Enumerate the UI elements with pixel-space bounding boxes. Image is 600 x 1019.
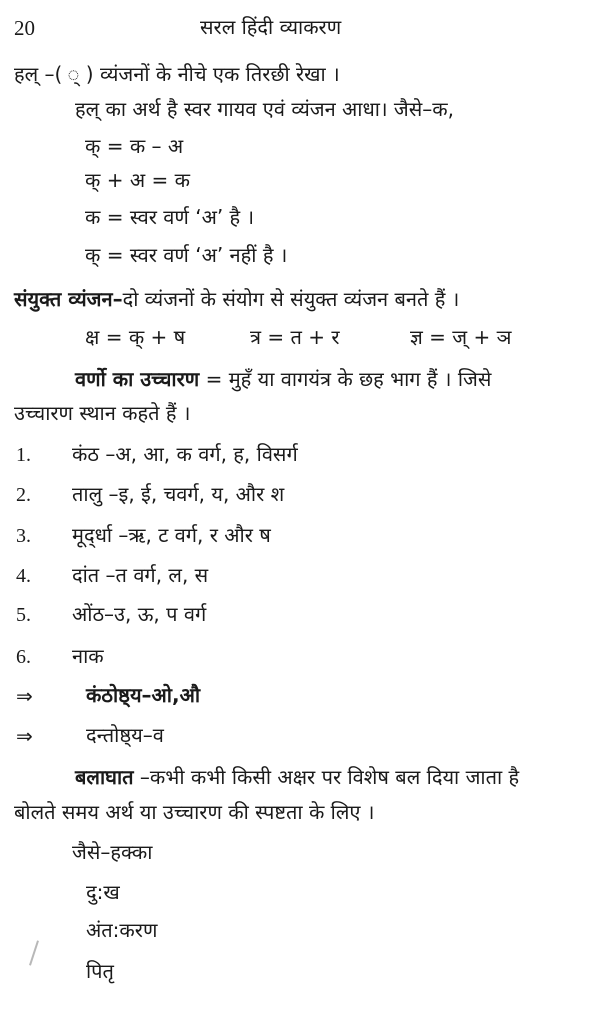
list-item-text: नाक bbox=[72, 644, 104, 668]
list-item-text: कंठ –अ, आ, क वर्ग, ह, विसर्ग bbox=[72, 442, 298, 466]
hal-equation-1: क् = क – अ bbox=[85, 134, 184, 158]
uchcharan-line-2: उच्चारण स्थान कहते हैं । bbox=[14, 401, 191, 425]
hal-equation-3: क = स्वर वर्ण ‘अ’ है । bbox=[85, 205, 255, 229]
list-item-text: दांत –त वर्ग, ल, स bbox=[72, 563, 209, 587]
uchcharan-term: वर्णो का उच्चारण bbox=[75, 367, 200, 391]
baladhat-example-2: दु:ख bbox=[86, 880, 120, 904]
baladhat-line-1 bbox=[75, 763, 519, 791]
arrow-icon: ⇒ bbox=[16, 684, 33, 708]
baladhat-line-2: बोलते समय अर्थ या उच्चारण की स्पष्टता के लिए । bbox=[14, 800, 375, 824]
samyukt-example-1: क्ष = क् + ष bbox=[85, 325, 186, 349]
samyukt-term: संयुक्त व्यंजन– bbox=[14, 287, 123, 311]
baladhat-text: –कभी कभी किसी अक्षर पर विशेष बल दिया जाता है bbox=[133, 765, 520, 789]
list-item-text: मूद्‌र्धा –ऋ, ट वर्ग, र और ष bbox=[72, 523, 271, 547]
page-number: 20 bbox=[14, 16, 35, 40]
baladhat-example-3: अंत:करण bbox=[86, 918, 158, 942]
samyukt-text: दो व्यंजनों के संयोग से संयुक्त व्यंजन बनते हैं । bbox=[122, 287, 460, 311]
samyukt-example-3: ज्ञ = ज् + ञ bbox=[410, 325, 512, 349]
kanthoshthya: कंठोष्ठ्य–ओ,औ bbox=[86, 683, 201, 707]
list-item-number: 5. bbox=[16, 604, 31, 626]
list-item-number: 1. bbox=[16, 444, 31, 466]
uchcharan-line-1 bbox=[75, 365, 491, 393]
baladhat-term: बलाघात bbox=[75, 765, 134, 789]
arrow-icon: ⇒ bbox=[16, 724, 33, 748]
uchcharan-text: = मुहँ या वागयंत्र के छह भाग हैं । जिसे bbox=[199, 367, 492, 391]
hal-equation-2: क् + अ = क bbox=[85, 168, 190, 192]
list-item-number: 2. bbox=[16, 484, 31, 506]
baladhat-example-1: जैसे–हक्का bbox=[72, 840, 153, 864]
dantoshthya: दन्तोष्ठ्य–व bbox=[86, 723, 164, 747]
hal-line-2: हल् का अर्थ है स्वर गायव एवं व्यंजन आधा। जैसे–क, bbox=[75, 97, 454, 121]
running-title: सरल हिंदी व्याकरण bbox=[200, 15, 342, 39]
samyukt-definition bbox=[14, 285, 459, 313]
list-item-number: 4. bbox=[16, 565, 31, 587]
hal-equation-4: क् = स्वर वर्ण ‘अ’ नहीं है । bbox=[85, 243, 288, 267]
hal-line-1: हल् –( ् ) व्यंजनों के नीचे एक तिरछी रेखा । bbox=[14, 62, 340, 86]
margin-pencil-mark bbox=[29, 940, 39, 965]
list-item-text: ओंठ–उ, ऊ, प वर्ग bbox=[72, 602, 207, 626]
list-item-number: 6. bbox=[16, 646, 31, 668]
list-item-text: तालु –इ, ई, चवर्ग, य, और श bbox=[72, 482, 285, 506]
list-item-number: 3. bbox=[16, 525, 31, 547]
samyukt-example-2: त्र = त + र bbox=[250, 325, 340, 349]
baladhat-example-4: पितृ bbox=[86, 959, 114, 983]
